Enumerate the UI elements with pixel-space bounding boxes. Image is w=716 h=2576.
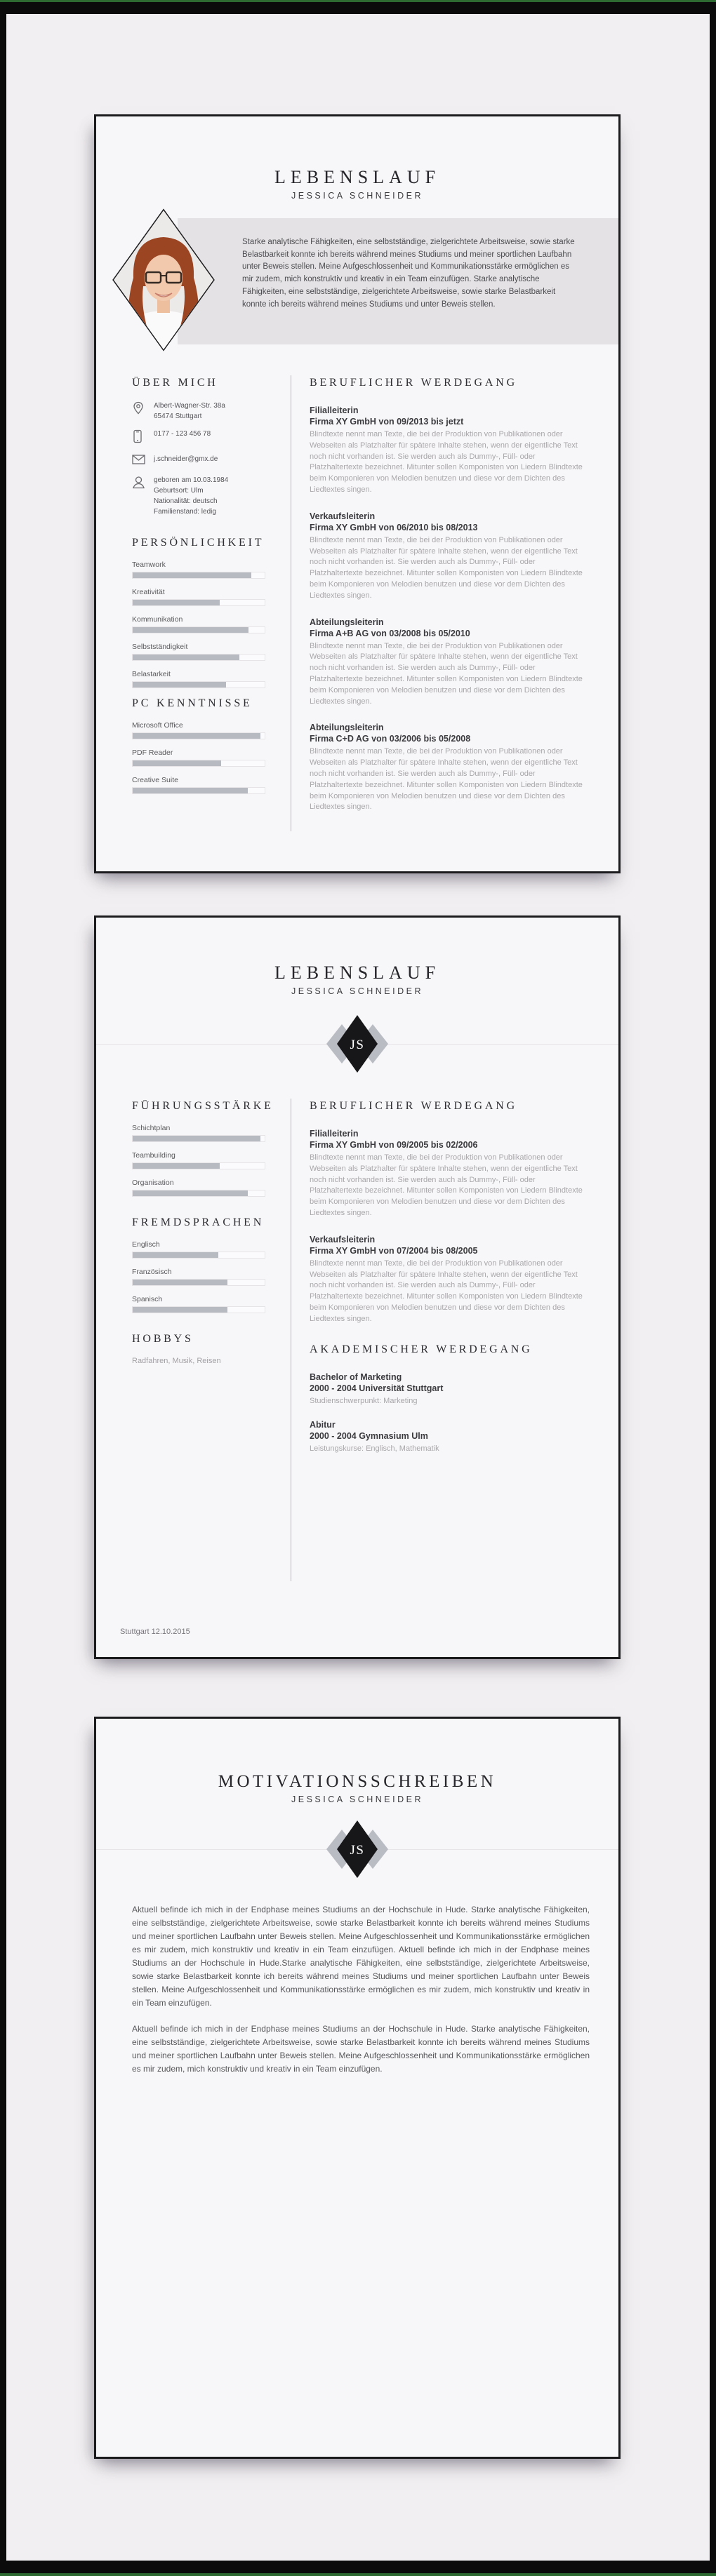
job-entry xyxy=(310,617,585,708)
job-description: Blindtexte nennt man Texte, die bei der Produktion von Publikationen oder Webseiten als Platzhalter für spätere Inhalte stehen, wenn der eigentliche Text noch nicht vorhanden ist. Sie werden auch als Dummy-, Füll- oder Platzhaltertexte bezeichnet. Mitunter sollen Komponisten von Liedern Blindtexte beim Komponieren von Melodien benutzen und diese vor dem Dichten des Liedtextes singen. xyxy=(310,1153,583,1217)
education-title: Bachelor of Marketing xyxy=(310,1371,402,1382)
contact-address-text xyxy=(154,401,225,422)
skill-row xyxy=(132,670,265,688)
education-note: Studienschwerpunkt: Marketing xyxy=(310,1396,418,1405)
skill-bar xyxy=(132,681,265,688)
skill-label: Microsoft Office xyxy=(132,721,183,730)
page-subtitle: JESSICA SCHNEIDER xyxy=(291,1795,423,1804)
skill-row xyxy=(132,643,265,661)
page-title: LEBENSLAUF xyxy=(274,962,441,983)
personal-born: geboren am 10.03.1984 xyxy=(154,476,229,484)
job-title: Abteilungsleiterin xyxy=(310,723,384,733)
job-company: Firma A+B AG von 03/2008 bis 05/2010 xyxy=(310,628,470,638)
section-heading-hobbies: HOBBYS xyxy=(132,1333,194,1345)
skill-bar-fill xyxy=(133,733,260,739)
skill-label: Creative Suite xyxy=(132,776,178,784)
skill-bar xyxy=(132,654,265,661)
page2-right-column xyxy=(310,1100,585,1467)
skill-row xyxy=(132,721,265,739)
job-description: Blindtexte nennt man Texte, die bei der Produktion von Publikationen oder Webseiten als Platzhalter für spätere Inhalte stehen, wenn der eigentliche Text noch nicht vorhanden ist. Sie werden auch als Dummy-, Füll- oder Platzhaltertexte bezeichnet. Mitunter sollen Komponisten von Liedern Blindtexte beim Komponieren von Melodien benutzen und diese vor dem Dichten des Liedtextes singen. xyxy=(310,747,583,812)
document-canvas xyxy=(6,14,710,2561)
skill-label: Teambuilding xyxy=(132,1151,175,1160)
page1-left-column xyxy=(132,377,265,803)
skill-bar xyxy=(132,787,265,794)
skill-bar-fill xyxy=(133,1190,248,1196)
skill-bar-fill xyxy=(133,600,220,605)
job-company: Firma XY GmbH von 06/2010 bis 08/2013 xyxy=(310,522,478,532)
skill-bar xyxy=(132,1135,265,1142)
address-line2: 65474 Stuttgart xyxy=(154,412,202,420)
education-title: Abitur xyxy=(310,1419,336,1430)
education-institution: 2000 - 2004 Universität Stuttgart xyxy=(310,1383,444,1393)
job-title: Abteilungsleiterin xyxy=(310,617,384,627)
contact-personal xyxy=(132,475,265,517)
contact-phone xyxy=(132,429,265,447)
skill-row xyxy=(132,1240,265,1259)
hobbies-text: Radfahren, Musik, Reisen xyxy=(132,1357,221,1365)
skill-bar xyxy=(132,732,265,739)
skill-bar-fill xyxy=(133,1307,227,1313)
skill-row xyxy=(132,776,265,794)
page-title: MOTIVATIONSSCHREIBEN xyxy=(218,1772,497,1791)
skill-label: Kreativität xyxy=(132,588,165,596)
section-heading-career: BERUFLICHER WERDEGANG xyxy=(310,377,517,389)
section-heading-pc: PC KENNTNISSE xyxy=(132,697,253,709)
personal-birthplace: Geburtsort: Ulm xyxy=(154,487,204,495)
job-entry xyxy=(310,722,585,813)
skill-label: Belastarkeit xyxy=(132,670,171,678)
letter-body xyxy=(132,1903,590,2088)
skill-bar xyxy=(132,1306,265,1313)
skill-row xyxy=(132,1151,265,1169)
profile-photo-diamond xyxy=(111,208,216,352)
skill-label: Englisch xyxy=(132,1240,160,1249)
job-title: Verkaufsleiterin xyxy=(310,1234,376,1245)
location-pin-icon xyxy=(132,401,147,422)
skill-label: Französisch xyxy=(132,1268,172,1276)
education-note: Leistungskurse: Englisch, Mathematik xyxy=(310,1444,439,1453)
education-entry xyxy=(310,1419,585,1454)
skill-bar-fill xyxy=(133,1136,260,1141)
skill-bar xyxy=(132,599,265,606)
letter-paragraph: Aktuell befinde ich mich in der Endphase meines Studiums an der Hochschule in Hude. Starke analytische Fähigkeiten, eine selbstständige, zielgerichtete Arbeitsweise, sowie starke Belastbarkeit konnte ich bereits während meines Studiums und meiner sportlichen Laufbahn unter Beweis stellen. Meine Aufgeschlossenheit und Kommunikationsstärke ermöglichen es mir zudem, mich konstruktiv und kreativ in ein Team einzufügen. xyxy=(132,2024,590,2074)
section-heading-personality: PERSÖNLICHKEIT xyxy=(132,537,265,549)
monogram-badge xyxy=(315,1817,399,1881)
job-description: Blindtexte nennt man Texte, die bei der Produktion von Publikationen oder Webseiten als Platzhalter für spätere Inhalte stehen, wenn der eigentliche Text noch nicht vorhanden ist. Sie werden auch als Dummy-, Füll- oder Platzhaltertexte bezeichnet. Mitunter sollen Komponisten von Liedern Blindtexte beim Komponieren von Melodien benutzen und diese vor dem Dichten des Liedtextes singen. xyxy=(310,641,583,706)
skill-row xyxy=(132,588,265,606)
job-company: Firma C+D AG von 03/2006 bis 05/2008 xyxy=(310,734,471,744)
page-subtitle: JESSICA SCHNEIDER xyxy=(291,191,423,201)
job-company: Firma XY GmbH von 07/2004 bis 08/2005 xyxy=(310,1245,478,1256)
skill-row xyxy=(132,561,265,579)
skill-bar xyxy=(132,760,265,767)
phone-icon xyxy=(132,429,147,447)
skill-label: Schichtplan xyxy=(132,1124,171,1132)
skill-label: Spanisch xyxy=(132,1295,163,1303)
personal-nationality: Nationalität: deutsch xyxy=(154,497,218,505)
job-title: Filialleiterin xyxy=(310,1129,359,1139)
section-heading-leadership: FÜHRUNGSSTÄRKE xyxy=(132,1100,274,1112)
skill-row xyxy=(132,749,265,767)
monogram-initials: JS xyxy=(350,1843,365,1858)
section-heading-languages: FREMDSPRACHEN xyxy=(132,1216,265,1228)
date-place-footer: Stuttgart 12.10.2015 xyxy=(120,1628,190,1636)
section-heading-career: BERUFLICHER WERDEGANG xyxy=(310,1100,517,1112)
job-entry xyxy=(310,405,585,496)
job-company: Firma XY GmbH von 09/2005 bis 02/2006 xyxy=(310,1140,478,1150)
skill-bar-fill xyxy=(133,655,239,660)
intro-text: Starke analytische Fähigkeiten, eine selbstständige, zielgerichtete Arbeitsweise, sowie starke Belastbarkeit konnte ich bereits während meines Studiums und meiner sportlichen Laufbahn unter Beweis stellen. Meine Aufgeschlossenheit und Kommunikationsstärke ermöglichen es mir zudem, mich konstruktiv und kreativ in ein Team einzufügen. Starke analytische Fähigkeiten, eine selbstständige, zielgerichtete Arbeitsweise, sowie starke Belastbarkeit konnte ich bereits während meines Studiums und unter Beweis stellen. xyxy=(242,238,575,309)
skill-bar-fill xyxy=(133,682,226,687)
section-heading-academic: AKADEMISCHER WERDEGANG xyxy=(310,1343,533,1355)
contact-phone-text: 0177 - 123 456 78 xyxy=(154,430,211,438)
frame-edge-bottom xyxy=(0,2573,716,2576)
skill-bar-fill xyxy=(133,760,221,766)
personal-status: Familienstand: ledig xyxy=(154,508,216,516)
skill-bar-fill xyxy=(133,572,251,578)
resume-page-1 xyxy=(94,114,621,873)
skill-bar xyxy=(132,1252,265,1259)
skill-bar xyxy=(132,626,265,633)
skill-label: Selbstständigkeit xyxy=(132,643,188,651)
job-description: Blindtexte nennt man Texte, die bei der Produktion von Publikationen oder Webseiten als Platzhalter für spätere Inhalte stehen, wenn der eigentliche Text noch nicht vorhanden ist. Sie werden auch als Dummy-, Füll- oder Platzhaltertexte bezeichnet. Mitunter sollen Komponisten von Liedern Blindtexte beim Komponieren von Melodien benutzen und diese vor dem Dichten des Liedtextes singen. xyxy=(310,535,583,600)
skill-label: Teamwork xyxy=(132,561,166,569)
skill-row xyxy=(132,1179,265,1197)
skill-label: Organisation xyxy=(132,1179,174,1187)
contact-email-text: j.schneider@gmx.de xyxy=(154,455,218,463)
page1-right-column xyxy=(310,377,585,828)
contact-personal-text xyxy=(154,475,228,517)
motivation-letter-page xyxy=(94,1717,621,2459)
person-icon xyxy=(132,475,147,517)
skill-bar xyxy=(132,572,265,579)
skill-bar xyxy=(132,1279,265,1286)
skill-bar-fill xyxy=(133,1163,220,1169)
mail-icon xyxy=(132,454,147,468)
section-heading-about: ÜBER MICH xyxy=(132,377,218,389)
resume-page-2 xyxy=(94,915,621,1659)
skill-row xyxy=(132,615,265,633)
contact-address xyxy=(132,401,265,422)
page-title: LEBENSLAUF xyxy=(274,167,441,187)
monogram-initials: JS xyxy=(350,1038,365,1052)
skill-bar-fill xyxy=(133,627,248,633)
skill-row xyxy=(132,1295,265,1313)
job-description: Blindtexte nennt man Texte, die bei der Produktion von Publikationen oder Webseiten als Platzhalter für spätere Inhalte stehen, wenn der eigentliche Text noch nicht vorhanden ist. Sie werden auch als Dummy-, Füll- oder Platzhaltertexte bezeichnet. Mitunter sollen Komponisten von Liedern Blindtexte beim Komponieren von Melodien benutzen und diese vor dem Dichten des Liedtextes singen. xyxy=(310,1259,583,1323)
address-line1: Albert-Wagner-Str. 38a xyxy=(154,402,225,410)
profile-photo xyxy=(111,208,216,352)
job-entry xyxy=(310,511,585,602)
job-description: Blindtexte nennt man Texte, die bei der Produktion von Publikationen oder Webseiten als Platzhalter für spätere Inhalte stehen, wenn der eigentliche Text noch nicht vorhanden ist. Sie werden auch als Dummy-, Füll- oder Platzhaltertexte bezeichnet. Mitunter sollen Komponisten von Liedern Blindtexte beim Komponieren von Melodien benutzen und diese vor dem Dichten des Liedtextes singen. xyxy=(310,430,583,494)
skill-bar xyxy=(132,1162,265,1169)
job-entry xyxy=(310,1128,585,1219)
job-title: Filialleiterin xyxy=(310,405,359,415)
monogram-badge xyxy=(315,1012,399,1076)
skill-bar-fill xyxy=(133,1280,227,1285)
skill-row xyxy=(132,1268,265,1286)
letter-paragraph: Aktuell befinde ich mich in der Endphase meines Studiums an der Hochschule in Hude. Starke analytische Fähigkeiten, eine selbstständige, zielgerichtete Arbeitsweise, sowie starke Belastbarkeit konnte ich bereits während meines Studiums und meiner sportlichen Laufbahn unter Beweis stellen. Meine Aufgeschlossenheit und Kommunikationsstärke ermöglichen es mir zudem, mich konstruktiv und kreativ in ein Team einzufügen. Aktuell befinde ich mich in der Endphase meines Studiums an der Hochschule in Hude.Starke analytische Fähigkeiten, eine selbstständige, zielgerichtete Arbeitsweise, sowie starke Belastbarkeit konnte ich bereits während meines Studiums und meiner sportlichen Laufbahn unter Beweis stellen. Meine Aufgeschlossenheit und Kommunikationsstärke ermöglichen es mir zudem, mich konstruktiv und kreativ in ein Team einzufügen. xyxy=(132,1905,590,2008)
skill-label: PDF Reader xyxy=(132,749,173,757)
education-institution: 2000 - 2004 Gymnasium Ulm xyxy=(310,1430,428,1441)
job-company: Firma XY GmbH von 09/2013 bis jetzt xyxy=(310,417,464,427)
skill-bar xyxy=(132,1190,265,1197)
skill-row xyxy=(132,1124,265,1142)
page-subtitle: JESSICA SCHNEIDER xyxy=(291,986,423,996)
frame-edge-top xyxy=(0,0,716,2)
contact-email xyxy=(132,454,265,468)
job-title: Verkaufsleiterin xyxy=(310,511,376,521)
page2-left-column xyxy=(132,1100,274,1365)
skill-bar-fill xyxy=(133,788,248,793)
skill-label: Kommunikation xyxy=(132,615,183,624)
education-entry xyxy=(310,1371,585,1407)
skill-bar-fill xyxy=(133,1252,218,1258)
job-entry xyxy=(310,1234,585,1325)
